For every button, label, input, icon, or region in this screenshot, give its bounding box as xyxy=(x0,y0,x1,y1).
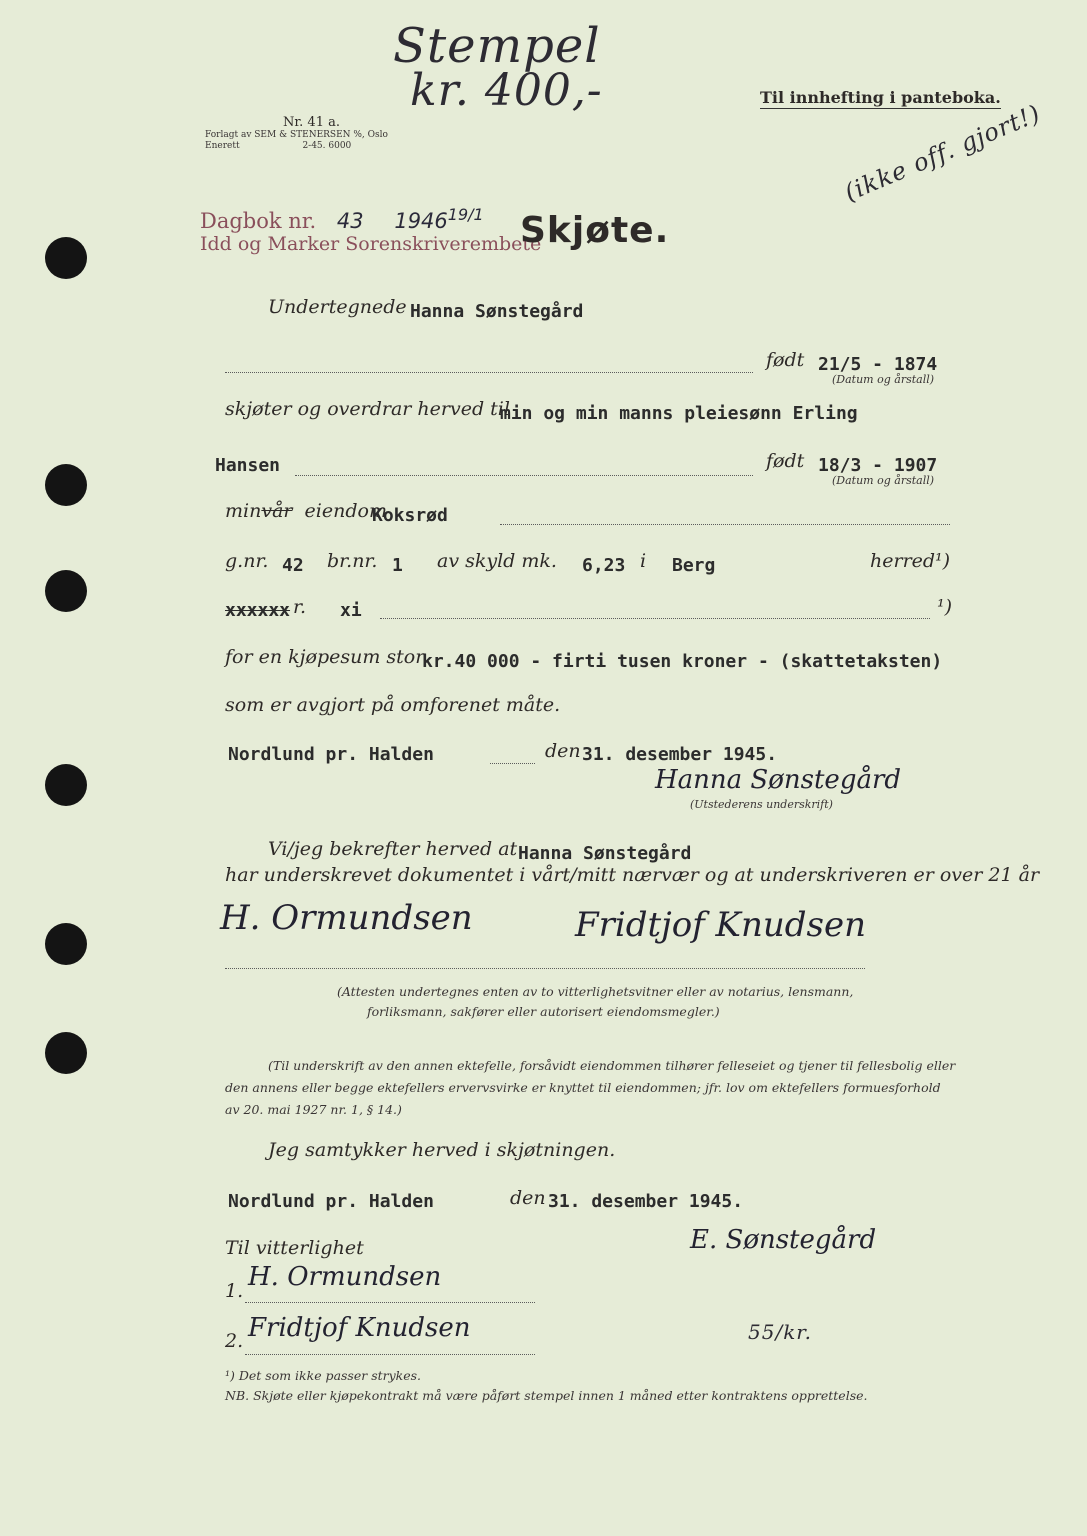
spouse-signature: E. Sønstegård xyxy=(690,1225,877,1255)
seller-label: Undertegnede xyxy=(268,296,407,318)
spouse-note-line3: av 20. mai 1927 nr. 1, § 14.) xyxy=(225,1102,402,1117)
initials: 55/kr. xyxy=(748,1320,813,1344)
spouse-place: Nordlund pr. Halden xyxy=(228,1191,434,1212)
vitterlighet-label: Til vitterlighet xyxy=(225,1237,364,1259)
issuer-signature: Hanna Sønstegård xyxy=(655,765,902,795)
date: 31. desember 1945. xyxy=(582,744,778,765)
dagbok-year: 1946 xyxy=(394,209,448,233)
publisher-line2: Enerett 2-45. 6000 xyxy=(205,141,352,151)
dagbok-number: 43 xyxy=(336,209,364,233)
dotted-line xyxy=(490,763,535,764)
dotted-line xyxy=(245,1354,535,1355)
seller-born-hint: (Datum og årstall) xyxy=(832,373,935,386)
stamp-note-line2: kr. 400,- xyxy=(410,65,603,116)
vitterlighet-signature1: H. Ormundsen xyxy=(248,1262,442,1292)
form-number: Nr. 41 a. xyxy=(283,115,340,130)
place: Nordlund pr. Halden xyxy=(228,744,434,765)
dotted-line xyxy=(500,524,950,525)
footnote-line2: NB. Skjøte eller kjøpekontrakt må være påført stempel innen 1 måned etter kontraktens opprettelse. xyxy=(225,1388,868,1403)
gnr-label: g.nr. xyxy=(225,550,269,572)
dagbok-date: 19/1 xyxy=(447,205,484,224)
witness-prefix: Vi/jeg bekrefter herved at xyxy=(268,838,518,860)
document-title: Skjøte. xyxy=(520,210,670,251)
line2-i: xi xyxy=(340,600,362,621)
i-label: i xyxy=(640,550,647,572)
binder-hole xyxy=(45,464,87,506)
binder-hole xyxy=(45,764,87,806)
line2-end: ¹) xyxy=(937,596,953,618)
dotted-line xyxy=(380,618,930,619)
witness-name: Hanna Sønstegård xyxy=(518,843,692,864)
skyld-label: av skyld mk. xyxy=(437,550,557,572)
binder-hole xyxy=(45,1032,87,1074)
binder-hole xyxy=(45,923,87,965)
skyld-value: 6,23 xyxy=(582,555,626,576)
publisher-info xyxy=(205,130,388,152)
consent-text: Jeg samtykker herved i skjøtningen. xyxy=(268,1139,616,1161)
header-note: Til innhefting i panteboka. xyxy=(760,88,1001,107)
property-prefix: minvår eiendom xyxy=(225,500,387,522)
buyer-born-date: 18/3 - 1907 xyxy=(818,455,938,476)
dotted-line xyxy=(225,968,865,969)
settled-text: som er avgjort på omforenet måte. xyxy=(225,694,561,716)
vitterlighet-signature2: Fridtjof Knudsen xyxy=(248,1313,471,1343)
gnr-value: 42 xyxy=(282,555,304,576)
publisher-line1: Forlagt av SEM & STENERSEN %, Oslo xyxy=(205,130,388,140)
price-label: for en kjøpesum stor xyxy=(225,646,425,668)
spouse-date: 31. desember 1945. xyxy=(548,1191,744,1212)
seller-born-label: født xyxy=(766,349,805,371)
issuer-caption: (Utstederens underskrift) xyxy=(690,798,833,811)
buyer-born-hint: (Datum og årstall) xyxy=(832,474,935,487)
stamp-note-line1: Stempel xyxy=(393,18,601,74)
buyer-line2: Hansen xyxy=(215,455,281,476)
herred-label: herred¹) xyxy=(870,550,951,572)
attest-note-line2: forliksmann, sakfører eller autorisert eiendomsmegler.) xyxy=(367,1004,720,1019)
dagbok-line xyxy=(200,205,484,233)
buyer-line1: min og min manns pleiesønn Erling xyxy=(500,403,858,424)
spouse-note-line1: (Til underskrift av den annen ektefelle, forsåvidt eiendommen tilhører felleseiet og tjener til fellesbolig eller xyxy=(268,1058,956,1073)
den-label: den xyxy=(545,740,581,762)
side-note: (ikke off. gjort!) xyxy=(840,99,1045,207)
brnr-label: br.nr. xyxy=(327,550,378,572)
crossed-out-text: xxxxxx xyxy=(225,600,291,621)
footnote-line1: ¹) Det som ikke passer strykes. xyxy=(225,1368,422,1383)
spouse-note-line2: den annens eller begge ektefellers ervervsvirke er knyttet til eiendommen; jfr. lov om ektefellers formuesforhold xyxy=(225,1080,941,1095)
buyer-born-label: født xyxy=(766,450,805,472)
witness-line2: har underskrevet dokumentet i vårt/mitt nærvær og at underskriveren er over 21 år xyxy=(225,864,1040,886)
property-name: Koksrød xyxy=(372,505,448,526)
vitterlighet-n1: 1. xyxy=(225,1280,244,1302)
brnr-value: 1 xyxy=(392,555,403,576)
dagbok-label: Dagbok nr. xyxy=(200,209,317,233)
municipality: Berg xyxy=(672,555,716,576)
conveyance-text: skjøter og overdrar herved til xyxy=(225,398,510,420)
seller-born-date: 21/5 - 1874 xyxy=(818,354,938,375)
binder-hole xyxy=(45,570,87,612)
attest-note-line1: (Attesten undertegnes enten av to vitterlighetsvitner eller av notarius, lensmann, xyxy=(337,984,854,999)
dotted-line xyxy=(225,372,753,373)
binder-hole xyxy=(45,237,87,279)
spouse-den-label: den xyxy=(510,1187,546,1209)
seller-name: Hanna Sønstegård xyxy=(410,301,584,322)
price-value: kr.40 000 - firti tusen kroner - (skattetaksten) xyxy=(422,651,943,672)
dotted-line xyxy=(245,1302,535,1303)
line2-nr: r. xyxy=(293,596,307,618)
dotted-line xyxy=(295,475,753,476)
witness-signature1: H. Ormundsen xyxy=(220,898,473,938)
office-name: Idd og Marker Sorenskriverembete xyxy=(200,233,542,255)
witness-signature2: Fridtjof Knudsen xyxy=(575,905,866,945)
vitterlighet-n2: 2. xyxy=(225,1330,244,1352)
